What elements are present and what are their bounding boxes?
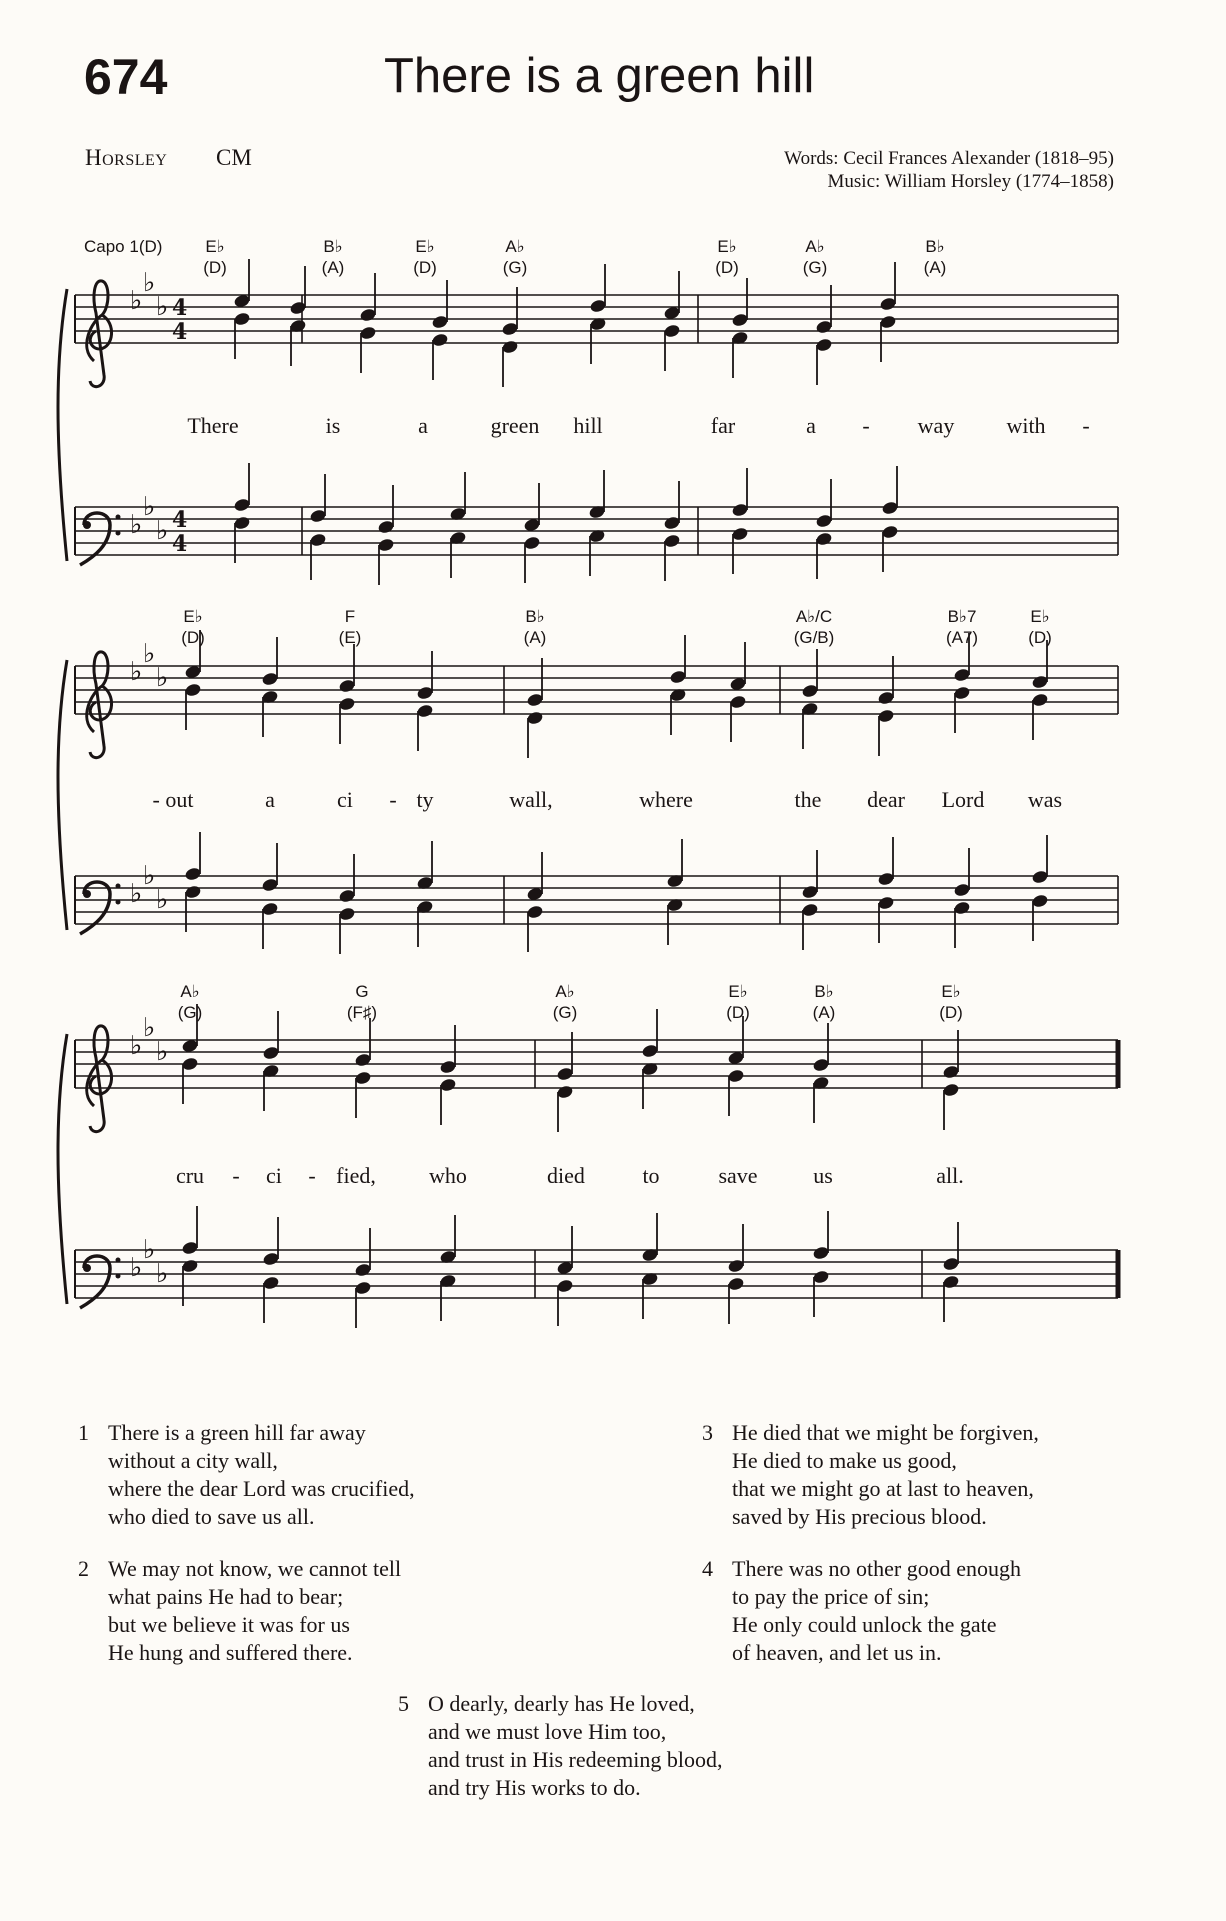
chord-symbol (322, 981, 402, 1023)
capo-chord: (G) (502, 258, 528, 277)
chord-name: E♭ (205, 237, 225, 256)
lyric-syllable: way (917, 413, 955, 438)
chord-name: B♭ (925, 237, 945, 256)
system-bracket (58, 660, 67, 930)
flat-sign: ♭ (130, 657, 143, 687)
chord-symbol (150, 981, 230, 1023)
lyric-syllable: - (1082, 413, 1090, 438)
verse-number: 3 (702, 1420, 713, 1445)
verse-line: without a city wall, (108, 1448, 278, 1473)
chord-symbol (1000, 606, 1080, 648)
chord-symbol (310, 606, 390, 648)
verse-line: He hung and suffered there. (108, 1640, 353, 1665)
treble-clef (87, 1026, 112, 1132)
flat-sign: ♭ (156, 1259, 169, 1289)
verse-line: He died that we might be forgiven, (732, 1420, 1039, 1445)
verse-number: 1 (78, 1420, 89, 1445)
chord-symbol (775, 236, 855, 278)
flat-sign: ♭ (143, 492, 156, 522)
capo-chord: (D) (939, 1003, 963, 1022)
verse-number: 2 (78, 1556, 89, 1581)
meter: CM (216, 145, 252, 170)
bass-clef (80, 513, 121, 565)
verse-line: who died to save us all. (108, 1504, 315, 1529)
system-bracket (58, 289, 67, 561)
music-credit: Music: William Horsley (1774–1858) (827, 171, 1114, 192)
chord-symbol (153, 606, 233, 648)
chord-name: B♭7 (947, 607, 977, 626)
lyric-syllable: - (308, 1163, 316, 1188)
flat-sign: ♭ (143, 1013, 156, 1043)
words-credit: Words: Cecil Frances Alexander (1818–95) (784, 148, 1114, 169)
lyric-syllable: green (490, 413, 540, 438)
lyric-syllable: Lord (941, 787, 985, 812)
capo-chord: (A) (812, 1003, 836, 1022)
chord-symbol (525, 981, 605, 1023)
capo-chord: (G) (802, 258, 828, 277)
verse-line: O dearly, dearly has He loved, (428, 1691, 695, 1716)
capo-chord: (A) (523, 628, 547, 647)
verse-number: 5 (398, 1691, 409, 1716)
verse-line: and we must love Him too, (428, 1719, 667, 1744)
capo-chord: (D) (1028, 628, 1052, 647)
verse-line: of heaven, and let us in. (732, 1640, 942, 1665)
chord-name: A♭/C (795, 607, 833, 626)
chord-name: E♭ (717, 237, 737, 256)
capo-chord: (D) (181, 628, 205, 647)
flat-sign: ♭ (143, 861, 156, 891)
lyric-syllable: a (418, 413, 428, 438)
treble-clef (87, 652, 112, 758)
hymn-title: There is a green hill (384, 49, 815, 103)
chord-symbol (475, 236, 555, 278)
verse-1 (78, 1419, 415, 1531)
chord-symbol (698, 981, 778, 1023)
chord-symbol (385, 236, 465, 278)
flat-sign: ♭ (156, 1037, 169, 1067)
lyric-syllable: cru (175, 1163, 205, 1188)
hymn-number: 674 (84, 49, 168, 105)
chord-symbol (895, 236, 975, 278)
time-signature-bottom: 4 (172, 531, 188, 557)
tune-name: Horsley (85, 145, 168, 170)
verse-2 (78, 1555, 401, 1667)
chord-name: E♭ (941, 982, 961, 1001)
lyric-syllable: to (642, 1163, 660, 1188)
flat-sign: ♭ (156, 885, 169, 915)
chord-name: A♭ (805, 237, 825, 256)
flat-sign: ♭ (130, 286, 143, 316)
chord-symbol (922, 606, 1002, 648)
verse-line: He only could unlock the gate (732, 1612, 997, 1637)
lyric-syllable: ci (266, 1163, 282, 1188)
chord-symbol (774, 606, 854, 648)
lyric-syllable: - (862, 413, 870, 438)
capo-chord: (G/B) (793, 628, 835, 647)
chord-name: B♭ (323, 237, 343, 256)
lyric-syllable: a (806, 413, 816, 438)
capo-chord: (E) (338, 628, 362, 647)
lyric-syllable: dear (867, 787, 905, 812)
time-signature-top: 4 (172, 295, 188, 321)
verse-line: that we might go at last to heaven, (732, 1476, 1034, 1501)
verse-line: There is a green hill far away (108, 1420, 366, 1445)
capo-chord: (D) (726, 1003, 750, 1022)
flat-sign: ♭ (156, 292, 169, 322)
flat-sign: ♭ (143, 1235, 156, 1265)
flat-sign: ♭ (143, 268, 156, 298)
chord-name: E♭ (183, 607, 203, 626)
chord-name: F (344, 607, 356, 626)
capo-chord: (D) (413, 258, 437, 277)
capo-chord: (F♯) (346, 1003, 378, 1022)
chord-name: B♭ (525, 607, 545, 626)
treble-clef (87, 281, 112, 387)
bass-clef (80, 1256, 121, 1308)
verse-line: where the dear Lord was crucified, (108, 1476, 415, 1501)
lyric-syllable: ty (416, 787, 434, 812)
time-signature-top: 4 (172, 507, 188, 533)
verse-line: what pains He had to bear; (108, 1584, 344, 1609)
time-signature-bottom: 4 (172, 319, 188, 345)
chord-name: E♭ (1030, 607, 1050, 626)
chord-name: E♭ (415, 237, 435, 256)
lyric-syllable: - out (152, 787, 194, 812)
chord-symbol (495, 606, 575, 648)
lyric-syllable: where (639, 787, 693, 812)
chord-name: A♭ (180, 982, 200, 1001)
lyric-syllable: - (389, 787, 397, 812)
lyric-syllable: There (187, 413, 239, 438)
chord-symbol (293, 236, 373, 278)
flat-sign: ♭ (130, 1031, 143, 1061)
capo-label: Capo 1(D) (84, 237, 163, 256)
flat-sign: ♭ (143, 639, 156, 669)
lyric-syllable: hill (573, 413, 603, 438)
verse-line: saved by His precious blood. (732, 1504, 987, 1529)
flat-sign: ♭ (156, 516, 169, 546)
chord-name: A♭ (505, 237, 525, 256)
flat-sign: ♭ (130, 1253, 143, 1283)
lyric-syllable: the (794, 787, 822, 812)
chord-symbol (175, 236, 255, 278)
capo-chord: (D) (203, 258, 227, 277)
lyric-syllable: with (1006, 413, 1046, 438)
lyric-syllable: was (1027, 787, 1063, 812)
system-bracket (58, 1034, 67, 1304)
verse-line: to pay the price of sin; (732, 1584, 930, 1609)
capo-chord: (D) (715, 258, 739, 277)
lyric-syllable: died (547, 1163, 585, 1188)
flat-sign: ♭ (130, 510, 143, 540)
verse-number: 4 (702, 1556, 713, 1581)
lyric-syllable: far (710, 413, 736, 438)
capo-chord: (G) (552, 1003, 578, 1022)
flat-sign: ♭ (156, 663, 169, 693)
chord-symbol (687, 236, 767, 278)
chord-name: A♭ (555, 982, 575, 1001)
chord-name: G (355, 982, 369, 1001)
capo-chord: (G) (177, 1003, 203, 1022)
lyric-syllable: who (429, 1163, 467, 1188)
verse-line: There was no other good enough (732, 1556, 1021, 1581)
verse-line: We may not know, we cannot tell (108, 1556, 402, 1581)
verse-line: but we believe it was for us (108, 1612, 350, 1637)
verse-line: and trust in His redeeming blood, (428, 1747, 723, 1772)
bass-clef (80, 882, 121, 934)
verse-3 (702, 1419, 1039, 1531)
verse-line: He died to make us good, (732, 1448, 957, 1473)
flat-sign: ♭ (130, 879, 143, 909)
lyric-syllable: save (718, 1163, 758, 1188)
verse-4 (702, 1555, 1021, 1667)
lyric-syllable: is (325, 413, 341, 438)
lyric-syllable: fied, (336, 1163, 376, 1188)
lyric-syllable: wall, (509, 787, 553, 812)
chord-symbol (784, 981, 864, 1023)
verse-line: and try His works to do. (428, 1775, 641, 1800)
capo-chord: (A) (923, 258, 947, 277)
lyric-syllable: - (232, 1163, 240, 1188)
chord-name: E♭ (728, 982, 748, 1001)
capo-chord: (A7) (945, 628, 979, 647)
lyric-syllable: all. (936, 1163, 964, 1188)
lyric-syllable: us (813, 1163, 833, 1188)
lyric-syllable: ci (337, 787, 353, 812)
verse-5 (398, 1690, 723, 1802)
capo-chord: (A) (321, 258, 345, 277)
chord-symbol (911, 981, 991, 1023)
lyric-syllable: a (265, 787, 275, 812)
chord-name: B♭ (814, 982, 834, 1001)
